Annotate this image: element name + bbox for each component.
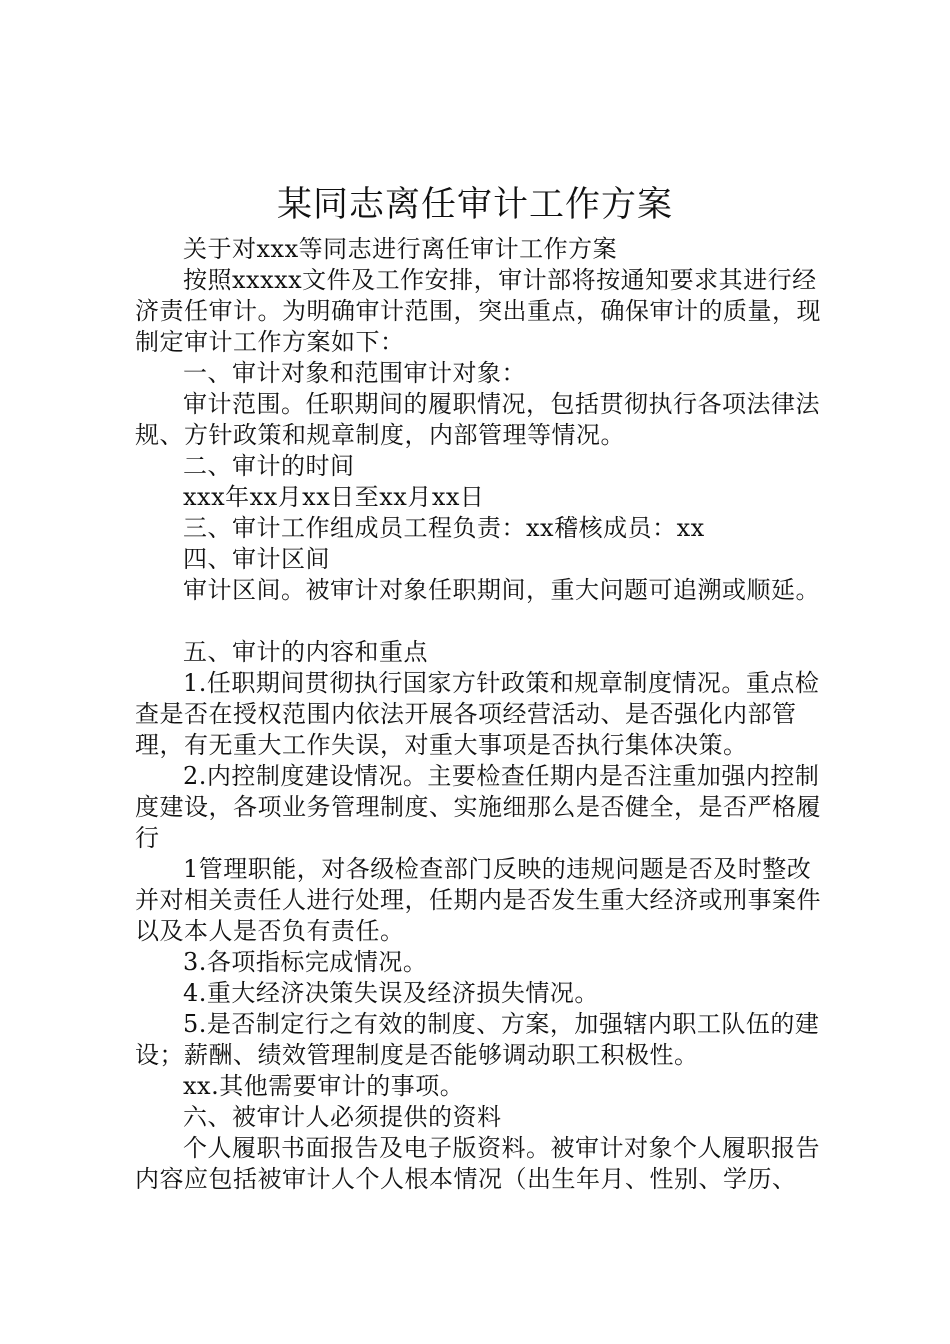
section-heading: 四、审计区间 xyxy=(183,545,330,573)
list-item: 1.任职期间贯彻执行国家方针政策和规章制度情况。重点检查是否在授权范围内依法开展各项经营活动、是否强化内部管理，有无重大工作失误，对重大事项是否执行集体决策。 xyxy=(135,669,820,759)
document-title: 某同志离任审计工作方案 xyxy=(276,185,673,225)
paragraph: 关于对xxx等同志进行离任审计工作方案 xyxy=(183,235,618,263)
paragraph: 审计区间。被审计对象任职期间，重大问题可追溯或顺延。 xyxy=(183,576,820,604)
section-heading: 六、被审计人必须提供的资料 xyxy=(183,1103,502,1131)
section-heading: 一、审计对象和范围审计对象： xyxy=(183,359,526,387)
paragraph: 按照xxxxx文件及工作安排，审计部将按通知要求其进行经济责任审计。为明确审计范围，突出重点，确保审计的质量，现制定审计工作方案如下： xyxy=(135,266,821,356)
paragraph: 审计范围。任职期间的履职情况，包括贯彻执行各项法律法规、方针政策和规章制度，内部管理等情况。 xyxy=(135,390,820,449)
list-item: 4.重大经济决策失误及经济损失情况。 xyxy=(183,979,599,1007)
list-item: 1管理职能，对各级检查部门反映的违规问题是否及时整改并对相关责任人进行处理，任期内是否发生重大经济或刑事案件以及本人是否负有责任。 xyxy=(135,855,821,945)
section-heading: 五、审计的内容和重点 xyxy=(183,638,428,666)
document-body xyxy=(135,234,825,1195)
list-item: 2.内控制度建设情况。主要检查任期内是否注重加强内控制度建设，各项业务管理制度、实施细那么是否健全，是否严格履行 xyxy=(135,762,821,852)
section-heading: 三、审计工作组成员工程负责：xx稽核成员：xx xyxy=(183,514,705,542)
list-item: 3.各项指标完成情况。 xyxy=(183,948,428,976)
paragraph: xxx年xx月xx日至xx月xx日 xyxy=(183,483,485,511)
list-item: xx.其他需要审计的事项。 xyxy=(183,1072,465,1100)
list-item: 5.是否制定行之有效的制度、方案，加强辖内职工队伍的建设；薪酬、绩效管理制度是否能够调动职工积极性。 xyxy=(135,1010,820,1069)
paragraph: 个人履职书面报告及电子版资料。被审计对象个人履职报告内容应包括被审计人个人根本情况（出生年月、性别、学历、 xyxy=(135,1134,820,1193)
section-heading: 二、审计的时间 xyxy=(183,452,355,480)
